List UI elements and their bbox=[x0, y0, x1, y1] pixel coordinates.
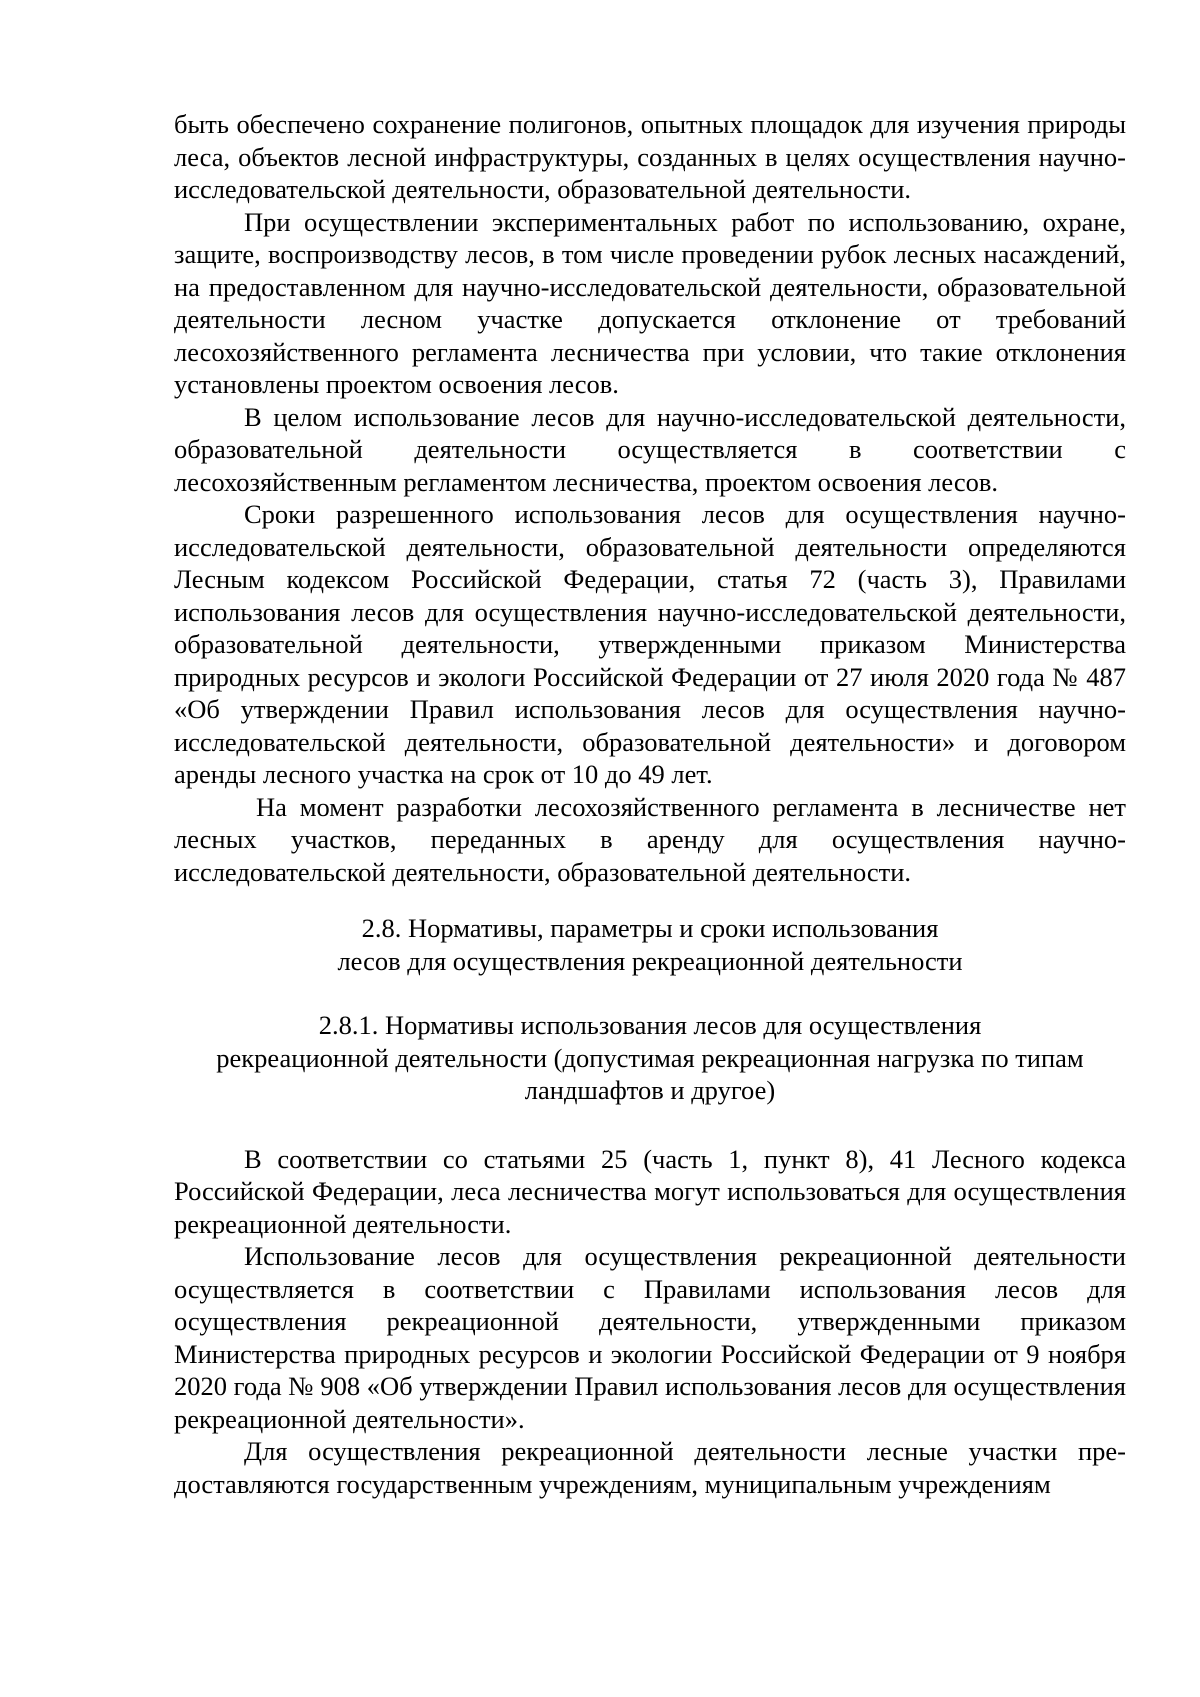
document-page bbox=[174, 108, 1126, 1500]
section-heading-line: 2.8. Нормативы, параметры и сроки использования bbox=[361, 913, 939, 943]
subsection-heading-line: рекреационной деятельности (допустимая рекреационная нагрузка по типам bbox=[216, 1042, 1084, 1073]
subsection-heading-2-8-1 bbox=[174, 1009, 1126, 1107]
paragraph-rules-recreation: Использование лесов для осуществления рекреационной деятельности осуществляется в соответствии с Правилами использования лесов для осуществления рекреационной деятельности, утвержденными приказом Министерства природных ресурсов и экологии Российской Федерации от 9 ноября 2020 года № 908 «Об утверждении Правил использования лесов для осуществления рекреационной деятельности». bbox=[174, 1241, 1126, 1434]
paragraph-experimental-works: При осуществлении экспериментальных работ по использованию, охране, защите, воспроизводству лесов, в том числе проведении рубок лесных насаждений, на предоставленном для научно-исследовательской деятельности, образовательной деятельности лесном участке допускается отклонение от требований лесохозяйственного регламента лесничества при условии, что такие отклонения установлены проектом освоения лесов. bbox=[174, 206, 1126, 399]
paragraph-legal-basis: В соответствии со статьями 25 (часть 1, пункт 8), 41 Лесного кодекса Российской Федерации, леса лесничества могут использоваться для осуществления рекреационной деятельности. bbox=[174, 1143, 1126, 1239]
subsection-heading-line: ландшафтов и другое) bbox=[524, 1075, 776, 1105]
paragraph-research-plots: быть обеспечено сохранение полигонов, опытных площадок для изучения природы леса, объектов лесной инфраструктуры, созданных в целях осуществления научно-исследовательской деятельности, образовательной деятельности. bbox=[174, 109, 1126, 204]
section-heading-2-8 bbox=[174, 912, 1126, 977]
paragraph-general-use: В целом использование лесов для научно-исследовательской деятельности, образовательной деятельности осуществляется в соответствии с лесохозяйственным регламентом лесничества, проектом освоения лесов. bbox=[174, 401, 1126, 497]
subsection-heading-line: 2.8.1. Нормативы использования лесов для осуществления bbox=[318, 1010, 982, 1040]
section-heading-line: лесов для осуществления рекреационной деятельности bbox=[337, 945, 963, 976]
paragraph-terms-of-use: Сроки разрешенного использования лесов для осуществления научно-исследовательской деятельности, образовательной деятельности определяются Лесным кодексом Российской Федерации, статья 72 (часть 3), Правилами использования лесов для осуществления научно-исследовательской деятельности, образовательной деятельности, утвержденными приказом Министерства природных ресурсов и экологи Российской Федерации от 27 июля 2020 года № 487 «Об утверждении Правил использования лесов для осуществления научно-исследовательской деятельности, образовательной деятельности» и договором аренды лесного участка на срок от 10 до 49 лет. bbox=[174, 499, 1126, 789]
paragraph-no-leased-plots: На момент разработки лесохозяйственного регламента в лесничестве нет лесных участков, переданных в аренду для осуществления научно-исследовательской деятельности, образовательной деятельности. bbox=[174, 791, 1126, 887]
paragraph-plot-provision: Для осуществления рекреационной деятельности лесные участки предоставляются государственным учреждениям, муниципальным учреждениям bbox=[174, 1436, 1126, 1499]
